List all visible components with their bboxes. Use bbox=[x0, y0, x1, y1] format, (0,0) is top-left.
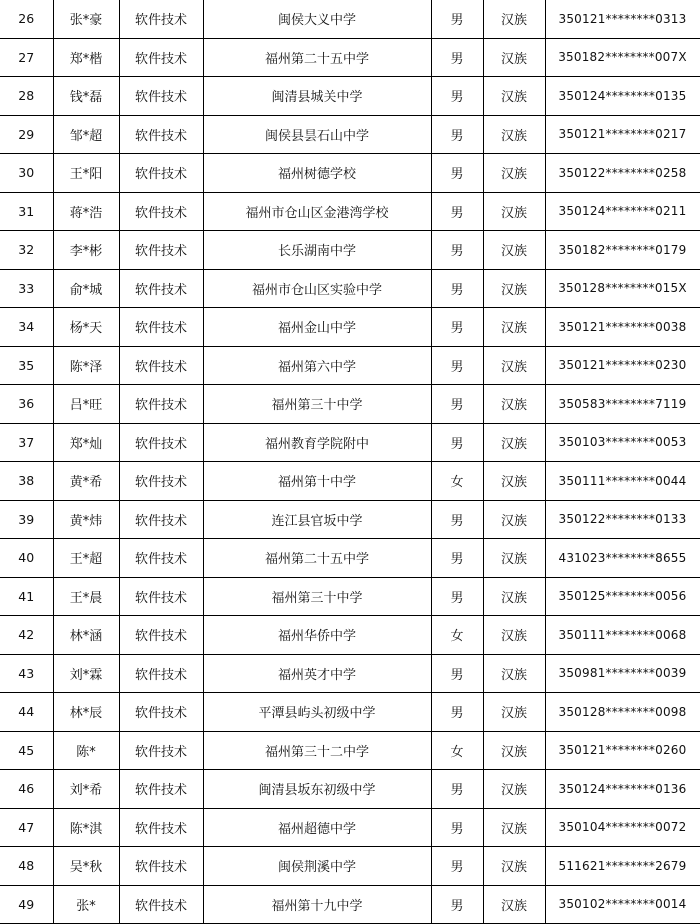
ethnicity-cell: 汉族 bbox=[483, 577, 545, 616]
school-cell: 闽清县坂东初级中学 bbox=[203, 770, 431, 809]
school-cell: 福州第六中学 bbox=[203, 346, 431, 385]
school-cell: 福州第三十中学 bbox=[203, 577, 431, 616]
major-cell: 软件技术 bbox=[119, 462, 203, 501]
id-number-cell: 511621********2679 bbox=[545, 847, 700, 886]
ethnicity-cell: 汉族 bbox=[483, 308, 545, 347]
row-number-cell: 38 bbox=[0, 462, 53, 501]
major-cell: 软件技术 bbox=[119, 539, 203, 578]
student-name-cell: 黄*希 bbox=[53, 462, 119, 501]
gender-cell: 男 bbox=[431, 346, 483, 385]
row-number-cell: 49 bbox=[0, 885, 53, 924]
gender-cell: 男 bbox=[431, 770, 483, 809]
table-row bbox=[0, 885, 700, 924]
student-name-cell: 蒋*浩 bbox=[53, 192, 119, 231]
table-row bbox=[0, 654, 700, 693]
table-row bbox=[0, 808, 700, 847]
student-name-cell: 林*涵 bbox=[53, 616, 119, 655]
id-number-cell: 350182********0179 bbox=[545, 231, 700, 270]
row-number-cell: 46 bbox=[0, 770, 53, 809]
major-cell: 软件技术 bbox=[119, 154, 203, 193]
school-cell: 闽侯大义中学 bbox=[203, 0, 431, 38]
row-number-cell: 42 bbox=[0, 616, 53, 655]
major-cell: 软件技术 bbox=[119, 500, 203, 539]
ethnicity-cell: 汉族 bbox=[483, 192, 545, 231]
table-row bbox=[0, 616, 700, 655]
school-cell: 福州华侨中学 bbox=[203, 616, 431, 655]
gender-cell: 男 bbox=[431, 423, 483, 462]
student-name-cell: 王*超 bbox=[53, 539, 119, 578]
student-name-cell: 王*阳 bbox=[53, 154, 119, 193]
school-cell: 福州第三十中学 bbox=[203, 385, 431, 424]
student-name-cell: 邹*超 bbox=[53, 115, 119, 154]
major-cell: 软件技术 bbox=[119, 885, 203, 924]
table-row bbox=[0, 192, 700, 231]
ethnicity-cell: 汉族 bbox=[483, 154, 545, 193]
school-cell: 福州第三十二中学 bbox=[203, 731, 431, 770]
ethnicity-cell: 汉族 bbox=[483, 731, 545, 770]
ethnicity-cell: 汉族 bbox=[483, 616, 545, 655]
major-cell: 软件技术 bbox=[119, 115, 203, 154]
major-cell: 软件技术 bbox=[119, 77, 203, 116]
row-number-cell: 29 bbox=[0, 115, 53, 154]
major-cell: 软件技术 bbox=[119, 731, 203, 770]
row-number-cell: 39 bbox=[0, 500, 53, 539]
ethnicity-cell: 汉族 bbox=[483, 231, 545, 270]
row-number-cell: 45 bbox=[0, 731, 53, 770]
school-cell: 福州英才中学 bbox=[203, 654, 431, 693]
row-number-cell: 40 bbox=[0, 539, 53, 578]
id-number-cell: 350583********7119 bbox=[545, 385, 700, 424]
school-cell: 福州超德中学 bbox=[203, 808, 431, 847]
table-row bbox=[0, 847, 700, 886]
id-number-cell: 350122********0133 bbox=[545, 500, 700, 539]
student-name-cell: 陈*淇 bbox=[53, 808, 119, 847]
major-cell: 软件技术 bbox=[119, 385, 203, 424]
id-number-cell: 350125********0056 bbox=[545, 577, 700, 616]
gender-cell: 男 bbox=[431, 38, 483, 77]
gender-cell: 男 bbox=[431, 385, 483, 424]
id-number-cell: 350111********0044 bbox=[545, 462, 700, 501]
ethnicity-cell: 汉族 bbox=[483, 885, 545, 924]
ethnicity-cell: 汉族 bbox=[483, 808, 545, 847]
major-cell: 软件技术 bbox=[119, 577, 203, 616]
ethnicity-cell: 汉族 bbox=[483, 346, 545, 385]
row-number-cell: 41 bbox=[0, 577, 53, 616]
row-number-cell: 36 bbox=[0, 385, 53, 424]
row-number-cell: 28 bbox=[0, 77, 53, 116]
table-row bbox=[0, 693, 700, 732]
school-cell: 闽侯荆溪中学 bbox=[203, 847, 431, 886]
row-number-cell: 37 bbox=[0, 423, 53, 462]
gender-cell: 男 bbox=[431, 154, 483, 193]
row-number-cell: 47 bbox=[0, 808, 53, 847]
id-number-cell: 350111********0068 bbox=[545, 616, 700, 655]
row-number-cell: 26 bbox=[0, 0, 53, 38]
gender-cell: 男 bbox=[431, 231, 483, 270]
major-cell: 软件技术 bbox=[119, 847, 203, 886]
school-cell: 连江县官坂中学 bbox=[203, 500, 431, 539]
student-name-cell: 吕*旺 bbox=[53, 385, 119, 424]
gender-cell: 男 bbox=[431, 269, 483, 308]
ethnicity-cell: 汉族 bbox=[483, 115, 545, 154]
table-row bbox=[0, 731, 700, 770]
table-row bbox=[0, 770, 700, 809]
school-cell: 福州市仓山区金港湾学校 bbox=[203, 192, 431, 231]
table-row bbox=[0, 154, 700, 193]
table-row bbox=[0, 462, 700, 501]
gender-cell: 女 bbox=[431, 731, 483, 770]
row-number-cell: 34 bbox=[0, 308, 53, 347]
id-number-cell: 350121********0260 bbox=[545, 731, 700, 770]
gender-cell: 男 bbox=[431, 500, 483, 539]
gender-cell: 女 bbox=[431, 462, 483, 501]
school-cell: 福州市仓山区实验中学 bbox=[203, 269, 431, 308]
student-name-cell: 黄*炜 bbox=[53, 500, 119, 539]
ethnicity-cell: 汉族 bbox=[483, 847, 545, 886]
table-row bbox=[0, 308, 700, 347]
student-name-cell: 杨*天 bbox=[53, 308, 119, 347]
student-name-cell: 林*辰 bbox=[53, 693, 119, 732]
table-row bbox=[0, 0, 700, 38]
id-number-cell: 350128********015X bbox=[545, 269, 700, 308]
ethnicity-cell: 汉族 bbox=[483, 654, 545, 693]
id-number-cell: 350124********0136 bbox=[545, 770, 700, 809]
major-cell: 软件技术 bbox=[119, 616, 203, 655]
gender-cell: 男 bbox=[431, 654, 483, 693]
table-row bbox=[0, 577, 700, 616]
gender-cell: 男 bbox=[431, 693, 483, 732]
gender-cell: 男 bbox=[431, 885, 483, 924]
gender-cell: 女 bbox=[431, 616, 483, 655]
row-number-cell: 32 bbox=[0, 231, 53, 270]
row-number-cell: 35 bbox=[0, 346, 53, 385]
major-cell: 软件技术 bbox=[119, 423, 203, 462]
id-number-cell: 350103********0053 bbox=[545, 423, 700, 462]
ethnicity-cell: 汉族 bbox=[483, 693, 545, 732]
gender-cell: 男 bbox=[431, 539, 483, 578]
id-number-cell: 350104********0072 bbox=[545, 808, 700, 847]
id-number-cell: 350981********0039 bbox=[545, 654, 700, 693]
table-row bbox=[0, 38, 700, 77]
student-name-cell: 钱*磊 bbox=[53, 77, 119, 116]
table-row bbox=[0, 269, 700, 308]
id-number-cell: 350122********0258 bbox=[545, 154, 700, 193]
id-number-cell: 350121********0313 bbox=[545, 0, 700, 38]
id-number-cell: 350121********0038 bbox=[545, 308, 700, 347]
major-cell: 软件技术 bbox=[119, 770, 203, 809]
major-cell: 软件技术 bbox=[119, 654, 203, 693]
major-cell: 软件技术 bbox=[119, 231, 203, 270]
table-row bbox=[0, 115, 700, 154]
ethnicity-cell: 汉族 bbox=[483, 462, 545, 501]
major-cell: 软件技术 bbox=[119, 0, 203, 38]
student-name-cell: 俞*城 bbox=[53, 269, 119, 308]
id-number-cell: 350121********0217 bbox=[545, 115, 700, 154]
ethnicity-cell: 汉族 bbox=[483, 38, 545, 77]
gender-cell: 男 bbox=[431, 308, 483, 347]
school-cell: 平潭县屿头初级中学 bbox=[203, 693, 431, 732]
row-number-cell: 48 bbox=[0, 847, 53, 886]
major-cell: 软件技术 bbox=[119, 693, 203, 732]
id-number-cell: 350124********0211 bbox=[545, 192, 700, 231]
table-row bbox=[0, 423, 700, 462]
school-cell: 福州树德学校 bbox=[203, 154, 431, 193]
major-cell: 软件技术 bbox=[119, 269, 203, 308]
school-cell: 福州第十中学 bbox=[203, 462, 431, 501]
school-cell: 福州金山中学 bbox=[203, 308, 431, 347]
school-cell: 闽清县城关中学 bbox=[203, 77, 431, 116]
row-number-cell: 43 bbox=[0, 654, 53, 693]
ethnicity-cell: 汉族 bbox=[483, 77, 545, 116]
row-number-cell: 30 bbox=[0, 154, 53, 193]
id-number-cell: 350102********0014 bbox=[545, 885, 700, 924]
ethnicity-cell: 汉族 bbox=[483, 770, 545, 809]
gender-cell: 男 bbox=[431, 847, 483, 886]
student-name-cell: 陈* bbox=[53, 731, 119, 770]
major-cell: 软件技术 bbox=[119, 808, 203, 847]
id-number-cell: 431023********8655 bbox=[545, 539, 700, 578]
ethnicity-cell: 汉族 bbox=[483, 385, 545, 424]
school-cell: 福州教育学院附中 bbox=[203, 423, 431, 462]
student-name-cell: 吴*秋 bbox=[53, 847, 119, 886]
school-cell: 福州第二十五中学 bbox=[203, 38, 431, 77]
id-number-cell: 350124********0135 bbox=[545, 77, 700, 116]
id-number-cell: 350182********007X bbox=[545, 38, 700, 77]
ethnicity-cell: 汉族 bbox=[483, 539, 545, 578]
student-name-cell: 李*彬 bbox=[53, 231, 119, 270]
ethnicity-cell: 汉族 bbox=[483, 0, 545, 38]
row-number-cell: 33 bbox=[0, 269, 53, 308]
student-name-cell: 刘*希 bbox=[53, 770, 119, 809]
row-number-cell: 44 bbox=[0, 693, 53, 732]
student-name-cell: 郑*灿 bbox=[53, 423, 119, 462]
major-cell: 软件技术 bbox=[119, 346, 203, 385]
major-cell: 软件技术 bbox=[119, 308, 203, 347]
school-cell: 长乐湖南中学 bbox=[203, 231, 431, 270]
student-name-cell: 张* bbox=[53, 885, 119, 924]
row-number-cell: 31 bbox=[0, 192, 53, 231]
gender-cell: 男 bbox=[431, 0, 483, 38]
row-number-cell: 27 bbox=[0, 38, 53, 77]
major-cell: 软件技术 bbox=[119, 192, 203, 231]
ethnicity-cell: 汉族 bbox=[483, 423, 545, 462]
major-cell: 软件技术 bbox=[119, 38, 203, 77]
table-row bbox=[0, 500, 700, 539]
student-name-cell: 张*豪 bbox=[53, 0, 119, 38]
table-row bbox=[0, 77, 700, 116]
table-row bbox=[0, 231, 700, 270]
school-cell: 福州第二十五中学 bbox=[203, 539, 431, 578]
ethnicity-cell: 汉族 bbox=[483, 269, 545, 308]
gender-cell: 男 bbox=[431, 77, 483, 116]
school-cell: 闽侯县昙石山中学 bbox=[203, 115, 431, 154]
school-cell: 福州第十九中学 bbox=[203, 885, 431, 924]
id-number-cell: 350121********0230 bbox=[545, 346, 700, 385]
id-number-cell: 350128********0098 bbox=[545, 693, 700, 732]
student-name-cell: 王*晨 bbox=[53, 577, 119, 616]
ethnicity-cell: 汉族 bbox=[483, 500, 545, 539]
table-row bbox=[0, 385, 700, 424]
student-name-cell: 刘*霖 bbox=[53, 654, 119, 693]
table-row bbox=[0, 346, 700, 385]
gender-cell: 男 bbox=[431, 808, 483, 847]
gender-cell: 男 bbox=[431, 115, 483, 154]
student-name-cell: 陈*泽 bbox=[53, 346, 119, 385]
gender-cell: 男 bbox=[431, 192, 483, 231]
table-row bbox=[0, 539, 700, 578]
student-name-cell: 郑*楷 bbox=[53, 38, 119, 77]
gender-cell: 男 bbox=[431, 577, 483, 616]
